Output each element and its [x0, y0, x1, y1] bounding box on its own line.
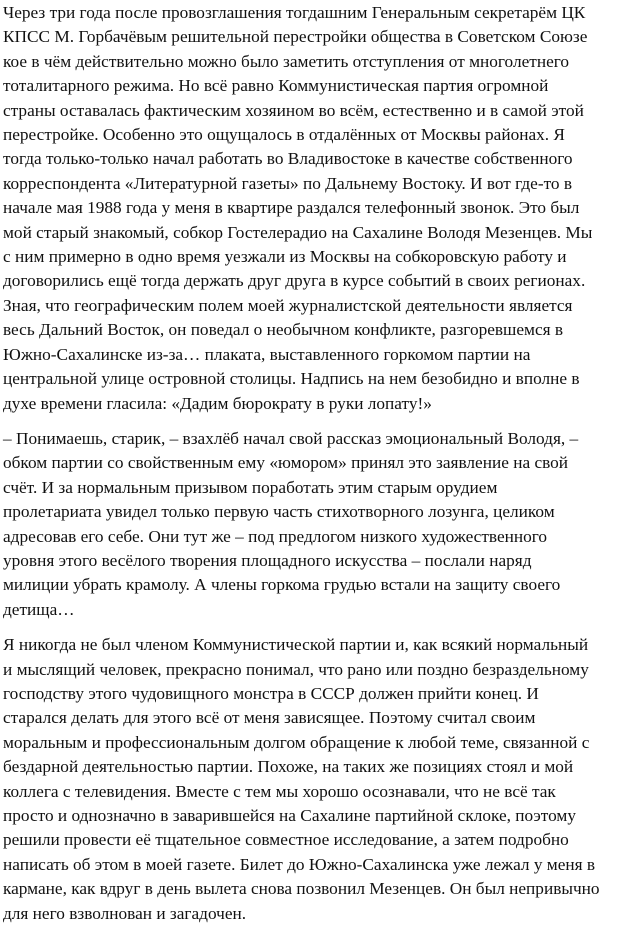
text-line: начале мая 1988 года у меня в квартире раздался телефонный звонок. Это был [3, 198, 580, 218]
paragraph-3 [3, 633, 616, 926]
text-line: моральным и профессиональным долгом обращение к любой теме, связанной с [3, 732, 590, 752]
text-line: коллега с телевидения. Вместе с тем мы хорошо осознавали, что не всё так [3, 781, 556, 801]
text-line: Зная, что географическим полем моей журналистской деятельности является [3, 295, 573, 315]
text-line: весь Дальний Восток, он поведал о необычном конфликте, разгоревшемся в [3, 320, 564, 340]
text-line: Южно-Сахалинске из-за… плаката, выставленного горкомом партии на [3, 344, 531, 364]
text-line: кармане, как вдруг в день вылета снова позвонил Мезенцев. Он был непривычно [3, 879, 600, 899]
text-line: написать об этом в моей газете. Билет до Южно-Сахалинска уже лежал у меня в [3, 854, 596, 874]
text-line: мой старый знакомый, собкор Гостелерадио на Сахалине Володя Мезенцев. Мы [3, 222, 593, 242]
text-line: КПСС М. Горбачёвым решительной перестройки общества в Советском Союзе [3, 27, 588, 47]
text-line: милиции убрать крамолу. А члены горкома грудью встали на защиту своего [3, 575, 561, 595]
text-line: кое в чём действительно можно было заметить отступления от многолетнего [3, 51, 570, 71]
text-line: перестройке. Особенно это ощущалось в отдалённых от Москвы районах. Я [3, 125, 565, 145]
text-line: духе времени гласила: «Дадим бюрократу в руки лопату!» [3, 393, 432, 413]
text-line: обком партии со свойственным ему «юмором» принял это заявление на свой [3, 453, 569, 473]
paragraph-2 [3, 427, 616, 622]
text-line: договорились ещё тогда держать друг друга в курсе событий в своих регионах. [3, 271, 586, 291]
paragraph-1 [3, 1, 616, 416]
text-line: тогда только-только начал работать во Владивостоке в качестве собственного [3, 149, 573, 169]
text-line: тоталитарного режима. Но всё равно Коммунистическая партия огромной [3, 76, 549, 96]
text-line: просто и однозначно в заварившейся на Сахалине партийной склоке, поэтому [3, 806, 577, 825]
text-line: детища… [3, 599, 75, 619]
text-line: бездарной деятельностью партии. Похоже, на таких же позициях стоял и мой [3, 757, 574, 777]
text-line: уровня этого весёлого творения площадного искусства – послали наряд [3, 550, 532, 570]
text-line: – Понимаешь, старик, – взахлёб начал свой рассказ эмоциональный Володя, – [3, 428, 579, 448]
text-line: пролетариата увидел только первую часть стихотворного лозунга, целиком [3, 502, 555, 522]
text-line: и мыслящий человек, прекрасно понимал, что рано или поздно безраздельному [3, 659, 589, 679]
text-line: Через три года после провозглашения тогдашним Генеральным секретарём ЦК [3, 3, 586, 22]
text-line: решили провести её тщательное совместное исследование, а затем подробно [3, 830, 569, 850]
text-line: старался делать для этого всё от меня зависящее. Поэтому считал своим [3, 708, 536, 728]
text-line: господству этого чудовищного монстра в СССР должен прийти конец. И [3, 683, 539, 703]
text-line: Я никогда не был членом Коммунистической партии и, как всякий нормальный [3, 635, 589, 655]
text-line: страны оставалась фактическим хозяином во всём, естественно и в самой этой [3, 100, 584, 120]
text-line: центральной улице островной столицы. Надпись на нем безобидно и вполне в [3, 369, 580, 389]
text-line: корреспондента «Литературной газеты» по Дальнему Востоку. И вот где-то в [3, 173, 573, 193]
text-line: с ним примерно в одно время уезжали из Москвы на собкоровскую работу и [3, 247, 567, 267]
text-line: адресовав его себе. Они тут же – под предлогом низкого художественного [3, 526, 548, 546]
text-line: для него взволнован и загадочен. [3, 903, 247, 923]
text-line: счёт. И за нормальным призывом поработать этим старым орудием [3, 477, 498, 497]
